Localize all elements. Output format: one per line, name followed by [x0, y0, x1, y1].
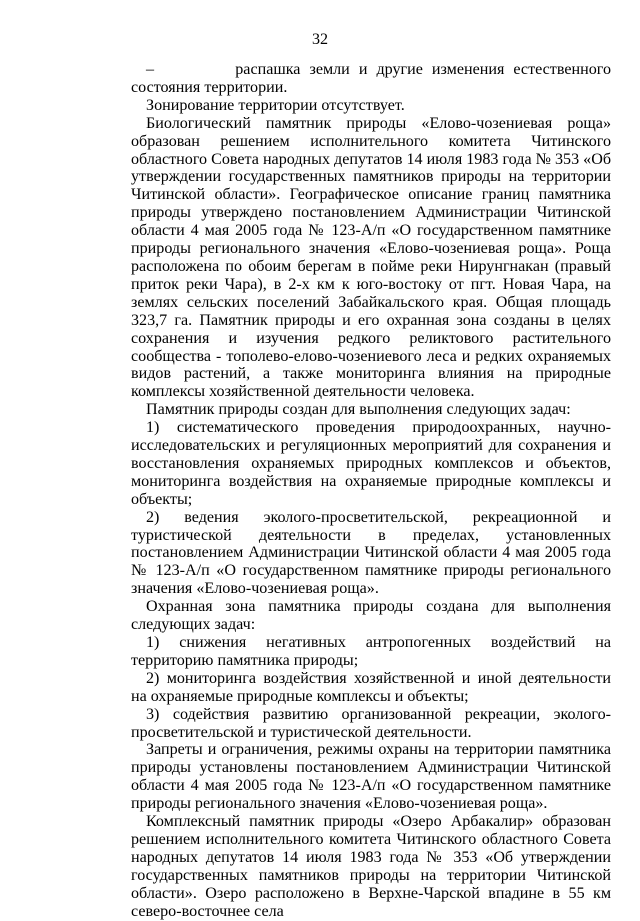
paragraph-monument-tasks-intro: Памятник природы создан для выполнения следующих задач: — [146, 401, 571, 419]
paragraph-monument-task-2: 2) ведения эколого-просветительской, рекреационной и туристической деятельности в пределах, установленных постановлением Администрации Читинской области 4 мая 2005 года № 123-А/п «О государственном памятнике природы регионального значения «Елово-чозениевая роща». — [131, 508, 611, 598]
paragraph-buffer-task-3: 3) содействия развитию организованной рекреации, эколого-просветительской и туристической деятельности. — [131, 705, 611, 741]
document-body — [131, 61, 611, 921]
paragraph-biological-monument: Биологический памятник природы «Елово-чозениевая роща» образован решением исполнительного комитета Читинского областного Совета народных депутатов 14 июля 1983 года № 353 «Об утверждении государственных памятников природы на территории Читинской области». Географическое описание границ памятника природы утверждено постановлением Администрации Читинской области 4 мая 2005 года № 123-А/п «О государственном памятнике природы регионального значения «Елово-чозениевая роща». Роща расположена по обоим берегам в пойме реки Нирунгнакан (правый приток реки Чара), в 2-х км к юго-востоку от пгт. Новая Чара, на землях сельских поселений Забайкальского края. Общая площадь 323,7 га. Памятник природы и его охранная зона созданы в целях сохранения и изучения редкого реликтового растительного сообщества - тополево-елово-чозениевого леса и редких охраняемых видов растений, а также мониторинга влияния на природные комплексы хозяйственной деятельности человека. — [131, 114, 612, 401]
paragraph-monument-task-1: 1) систематического проведения природоохранных, научно-исследовательских и регуляционных мероприятий для сохранения и восстановления охраняемых природных комплексов и объектов, мониторинга воздействия на охраняемые природные комплексы и объекты; — [131, 419, 611, 508]
paragraph-buffer-task-2: 2) мониторинга воздействия хозяйственной и иной деятельности на охраняемые природные комплексы и объекты; — [131, 669, 611, 705]
paragraph-buffer-zone-intro: Охранная зона памятника природы создана для выполнения следующих задач: — [131, 598, 611, 634]
paragraph-lake-arbakalir: Комплексный памятник природы «Озеро Арбакалир» образован решением исполнительного комитета Читинского областного Совета народных депутатов 14 июля 1983 года № 353 «Об утверждении государственных памятников природы на территории Читинской области». Озеро расположено в Верхне-Чарской впадине в 55 км северо-восточнее села — [131, 813, 611, 920]
paragraph-bullet-plowing: – распашка земли и другие изменения естественного состояния территории. — [131, 61, 611, 96]
paragraph-buffer-task-1: 1) снижения негативных антропогенных воздействий на территорию памятника природы; — [131, 634, 611, 669]
page-number: 32 — [311, 31, 329, 48]
paragraph-prohibitions: Запреты и ограничения, режимы охраны на территории памятника природы установлены постановлением Администрации Читинской области 4 мая 2005 года № 123-А/п «О государственном памятнике природы регионального значения «Елово-чозениевая роща». — [131, 741, 611, 813]
paragraph-zoning: Зонирование территории отсутствует. — [146, 96, 405, 114]
